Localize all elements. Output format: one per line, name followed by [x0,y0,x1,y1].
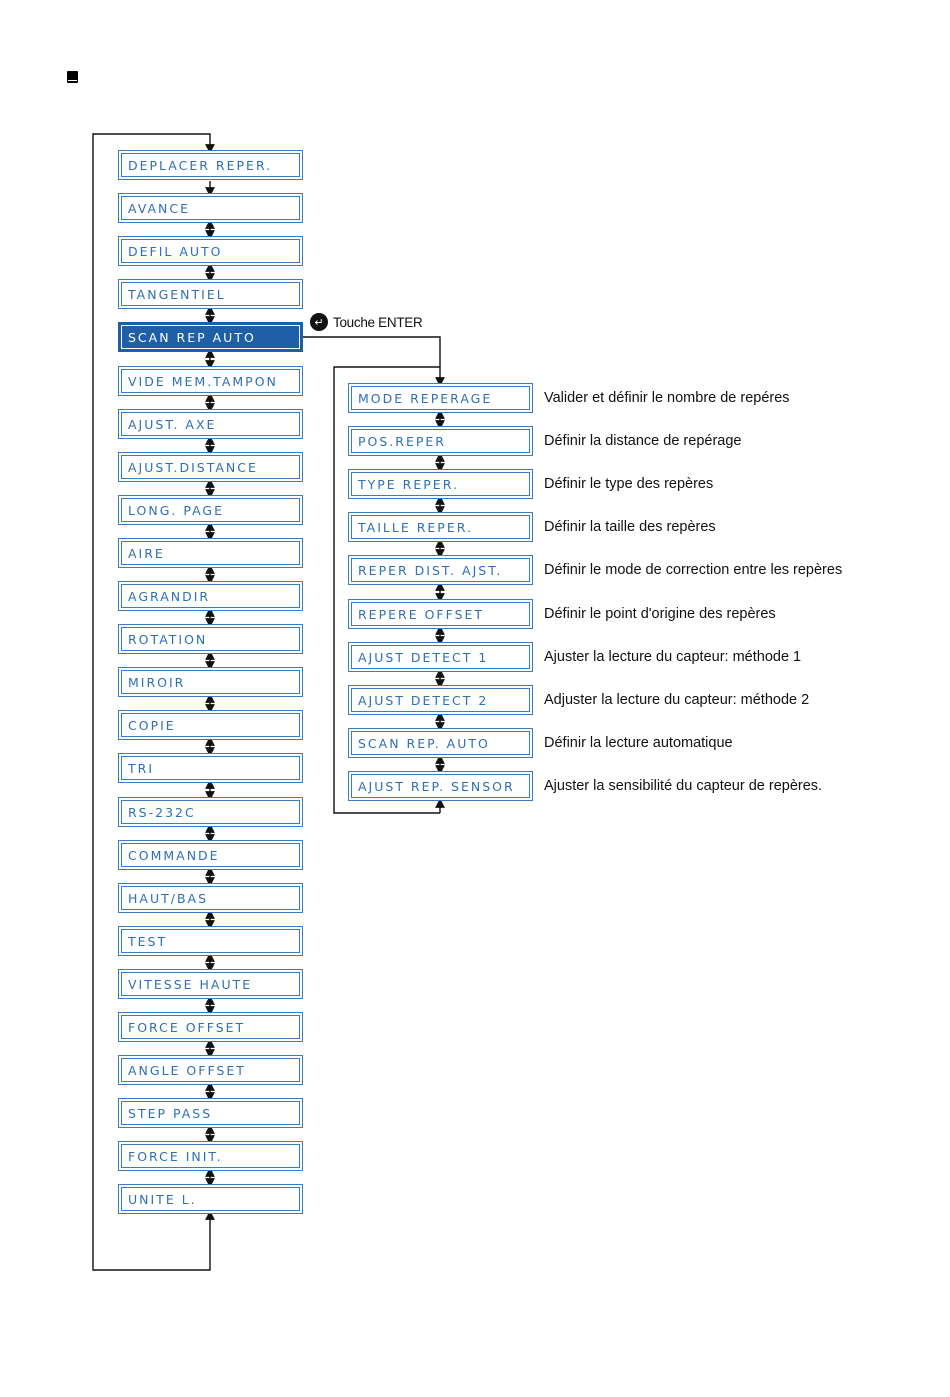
enter-key-note [310,312,422,332]
menu-item-label: DEPLACER REPER. [128,157,273,173]
submenu-item-frame [351,731,530,755]
submenu-item-taille-reper[interactable] [348,512,533,542]
menu-item-step-pass[interactable] [118,1098,303,1128]
menu-item-frame [121,843,300,867]
submenu-item-ajust-detect-1[interactable] [348,642,533,672]
enter-key-label: Touche ENTER [333,314,423,330]
submenu-item-pos-reper[interactable] [348,426,533,456]
menu-item-label: RS-232C [128,804,196,820]
menu-item-miroir[interactable] [118,667,303,697]
menu-item-label: TRI [128,760,155,776]
submenu-item-ajust-detect-2[interactable] [348,685,533,715]
menu-item-rs-232c[interactable] [118,797,303,827]
menu-item-frame [121,756,300,780]
submenu-description: Définir le type des repères [544,476,714,492]
menu-item-label: MIROIR [128,674,186,690]
menu-item-ajust-distance[interactable] [118,452,303,482]
submenu-item-frame [351,645,530,669]
submenu-description: Définir la distance de repérage [544,433,742,449]
menu-item-haut-bas[interactable] [118,883,303,913]
menu-item-label: STEP PASS [128,1105,213,1121]
menu-item-vide-mem-tampon[interactable] [118,366,303,396]
submenu-description: Définir la taille des repères [544,519,716,535]
enter-connector-line [303,337,440,367]
menu-item-scan-rep-auto[interactable] [118,322,303,352]
menu-item-frame [121,455,300,479]
submenu-item-mode-reperage[interactable] [348,383,533,413]
menu-item-frame [121,713,300,737]
submenu-item-frame [351,472,530,496]
submenu-item-label: MODE REPERAGE [358,390,493,406]
submenu-item-label: REPERE OFFSET [358,606,485,622]
menu-item-frame [121,627,300,651]
menu-item-frame [121,1058,300,1082]
menu-item-label: FORCE OFFSET [128,1019,246,1035]
menu-item-label: SCAN REP AUTO [128,329,256,345]
submenu-item-label: SCAN REP. AUTO [358,735,490,751]
menu-item-label: AIRE [128,545,165,561]
submenu-item-frame [351,558,530,582]
menu-item-label: TEST [128,933,168,949]
submenu-item-label: AJUST REP. SENSOR [358,778,515,794]
submenu-item-reper-dist-ajst[interactable] [348,555,533,585]
menu-item-deplacer-reper[interactable] [118,150,303,180]
menu-item-frame [121,498,300,522]
menu-item-frame [121,670,300,694]
menu-item-unite-l[interactable] [118,1184,303,1214]
menu-item-label: AJUST. AXE [128,416,217,432]
submenu-item-ajust-rep-sensor[interactable] [348,771,533,801]
menu-item-label: COMMANDE [128,847,220,863]
menu-item-vitesse-haute[interactable] [118,969,303,999]
submenu-description: Ajuster la lecture du capteur: méthode 1 [544,649,802,665]
enter-key-icon: ↵ [310,313,328,331]
menu-item-frame [121,972,300,996]
submenu-item-frame [351,429,530,453]
submenu-description: Adjuster la lecture du capteur: méthode 2 [544,692,810,708]
menu-item-frame [121,886,300,910]
menu-item-commande[interactable] [118,840,303,870]
menu-item-label: FORCE INIT. [128,1148,223,1164]
menu-item-label: AVANCE [128,200,191,216]
menu-item-frame [121,800,300,824]
submenu-item-frame [351,515,530,539]
submenu-item-scan-rep-auto[interactable] [348,728,533,758]
submenu-description: Définir le point d'origine des repères [544,606,776,622]
menu-item-label: UNITE L. [128,1191,197,1207]
menu-item-aire[interactable] [118,538,303,568]
menu-item-force-init[interactable] [118,1141,303,1171]
menu-item-frame [121,239,300,263]
menu-item-frame [121,584,300,608]
menu-item-label: AGRANDIR [128,588,211,604]
menu-item-avance[interactable] [118,193,303,223]
menu-item-frame [121,1015,300,1039]
submenu-item-frame [351,602,530,626]
submenu-item-label: AJUST DETECT 1 [358,649,489,665]
menu-item-frame [121,541,300,565]
menu-item-label: VITESSE HAUTE [128,976,253,992]
menu-item-frame [121,1144,300,1168]
menu-item-frame [121,369,300,393]
submenu-description: Valider et définir le nombre de repéres [544,390,790,406]
menu-item-frame [121,282,300,306]
submenu-item-label: POS.REPER [358,433,446,449]
menu-item-defil-auto[interactable] [118,236,303,266]
menu-item-label: ANGLE OFFSET [128,1062,246,1078]
menu-item-label: HAUT/BAS [128,890,209,906]
submenu-item-type-reper[interactable] [348,469,533,499]
menu-item-long-page[interactable] [118,495,303,525]
submenu-item-label: TYPE REPER. [358,476,459,492]
menu-item-agrandir[interactable] [118,581,303,611]
submenu-item-frame [351,386,530,410]
menu-item-rotation[interactable] [118,624,303,654]
menu-item-label: VIDE MEM.TAMPON [128,373,278,389]
submenu-item-label: REPER DIST. AJST. [358,562,503,578]
submenu-item-label: TAILLE REPER. [358,519,473,535]
submenu-description: Définir la lecture automatique [544,735,733,751]
menu-item-frame [121,1187,300,1211]
menu-item-frame [121,196,300,220]
submenu-item-frame [351,688,530,712]
submenu-description: Définir le mode de correction entre les repères [544,562,843,578]
menu-item-test[interactable] [118,926,303,956]
menu-item-tangentiel[interactable] [118,279,303,309]
menu-item-label: COPIE [128,717,176,733]
menu-item-frame [121,929,300,953]
submenu-item-frame [351,774,530,798]
menu-item-frame [121,412,300,436]
menu-item-frame [121,325,300,349]
menu-item-angle-offset[interactable] [118,1055,303,1085]
menu-item-label: AJUST.DISTANCE [128,459,258,475]
menu-item-label: LONG. PAGE [128,502,224,518]
menu-item-copie[interactable] [118,710,303,740]
menu-item-force-offset[interactable] [118,1012,303,1042]
submenu-item-label: AJUST DETECT 2 [358,692,489,708]
menu-item-label: TANGENTIEL [128,286,226,302]
menu-item-label: ROTATION [128,631,208,647]
menu-item-tri[interactable] [118,753,303,783]
menu-item-ajust-axe[interactable] [118,409,303,439]
submenu-item-repere-offset[interactable] [348,599,533,629]
menu-item-label: DEFIL AUTO [128,243,223,259]
menu-item-frame [121,1101,300,1125]
menu-item-frame [121,153,300,177]
submenu-description: Ajuster la sensibilité du capteur de repères. [544,778,823,794]
